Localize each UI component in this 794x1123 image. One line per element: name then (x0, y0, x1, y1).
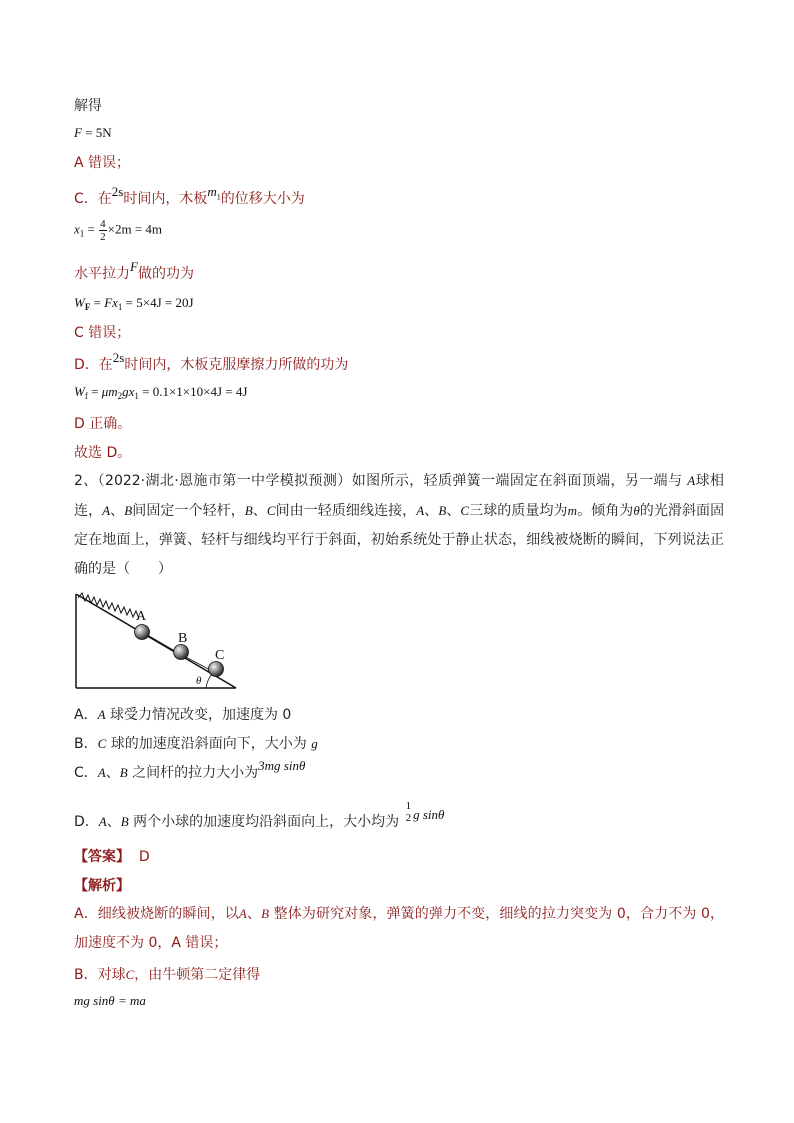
friction-work-equation: $W_f = \mu m_2gx_1 = 0.1\times 1\times 10\times 4J = 4J$ (74, 384, 248, 401)
work-intro: 水平拉力F做的功为 (74, 259, 194, 282)
displacement-equation: $x_1$ = $\frac{4}{2}$ ×2m = 4m (74, 218, 163, 243)
option-d-intro: D．在2s时间内，木板克服摩擦力所做的功为 (74, 350, 349, 373)
option-c-intro: C．在2s时间内，木板$m_1$的位移大小为 (74, 184, 305, 207)
option-a: A．A 球受力情况改变，加速度为 0 (74, 707, 292, 723)
solve-label: 解得 (74, 98, 102, 114)
option-a-verdict: A 错误； (74, 155, 131, 171)
option-d-verdict: D 正确。 (74, 416, 132, 432)
work-equation: $W_F = Fx_1 = 5\times 4J = 20J$ (74, 295, 194, 312)
fraction-4-2: $\frac{4}{2}$ (100, 218, 106, 243)
incline-figure (70, 588, 242, 692)
option-b: B．C 球的加速度沿斜面向下，大小为 g (74, 736, 318, 752)
label-theta: θ (196, 675, 202, 687)
angle-arc (206, 674, 212, 688)
analysis-tag: 【解析】 (74, 878, 130, 894)
label-b: B (178, 631, 188, 646)
option-c: C．A、B 之间杆的拉力大小为3mg sinθ (74, 758, 306, 781)
final-choice: 故选 D。 (74, 445, 132, 461)
ball-c (209, 662, 224, 677)
newton-equation: mg sinθ = ma (74, 993, 146, 1008)
option-d: D．A、B 两个小球的加速度均沿斜面向上，大小均为 1 2 g sinθ (74, 800, 445, 830)
analysis-a: A．细线被烧断的瞬间，以A、B 整体为研究对象，弹簧的弹力不变，细线的拉力突变为 0，合力不为 0，加速度不为 0，A 错误； (74, 906, 725, 951)
label-a: A (136, 609, 147, 624)
fraction-1-2: 1 2 (405, 800, 412, 824)
label-c: C (215, 648, 225, 663)
spring (78, 593, 139, 619)
ball-a (135, 625, 150, 640)
ball-b (174, 645, 189, 660)
force-equation: F = 5N (74, 125, 112, 140)
option-c-verdict: C 错误； (74, 325, 131, 341)
answer-line: 【答案】 D (74, 849, 150, 865)
question-2-stem: 2、（2022·湖北·恩施市第一中学模拟预测）如图所示，轻质弹簧一端固定在斜面顶端，另一端与 A球相连，A、B间固定一个轻杆，B、C间由一轻质细线连接，A、B、C三球的质量均为m。倾角为θ的光滑斜面固定在地面上，弹簧、轻杆与细线均平行于斜面，初始系统处于静止状态，细线被烧断的瞬间，下列说法正确的是（ ） (74, 473, 725, 577)
analysis-b: B．对球C，由牛顿第二定律得 (74, 967, 261, 983)
